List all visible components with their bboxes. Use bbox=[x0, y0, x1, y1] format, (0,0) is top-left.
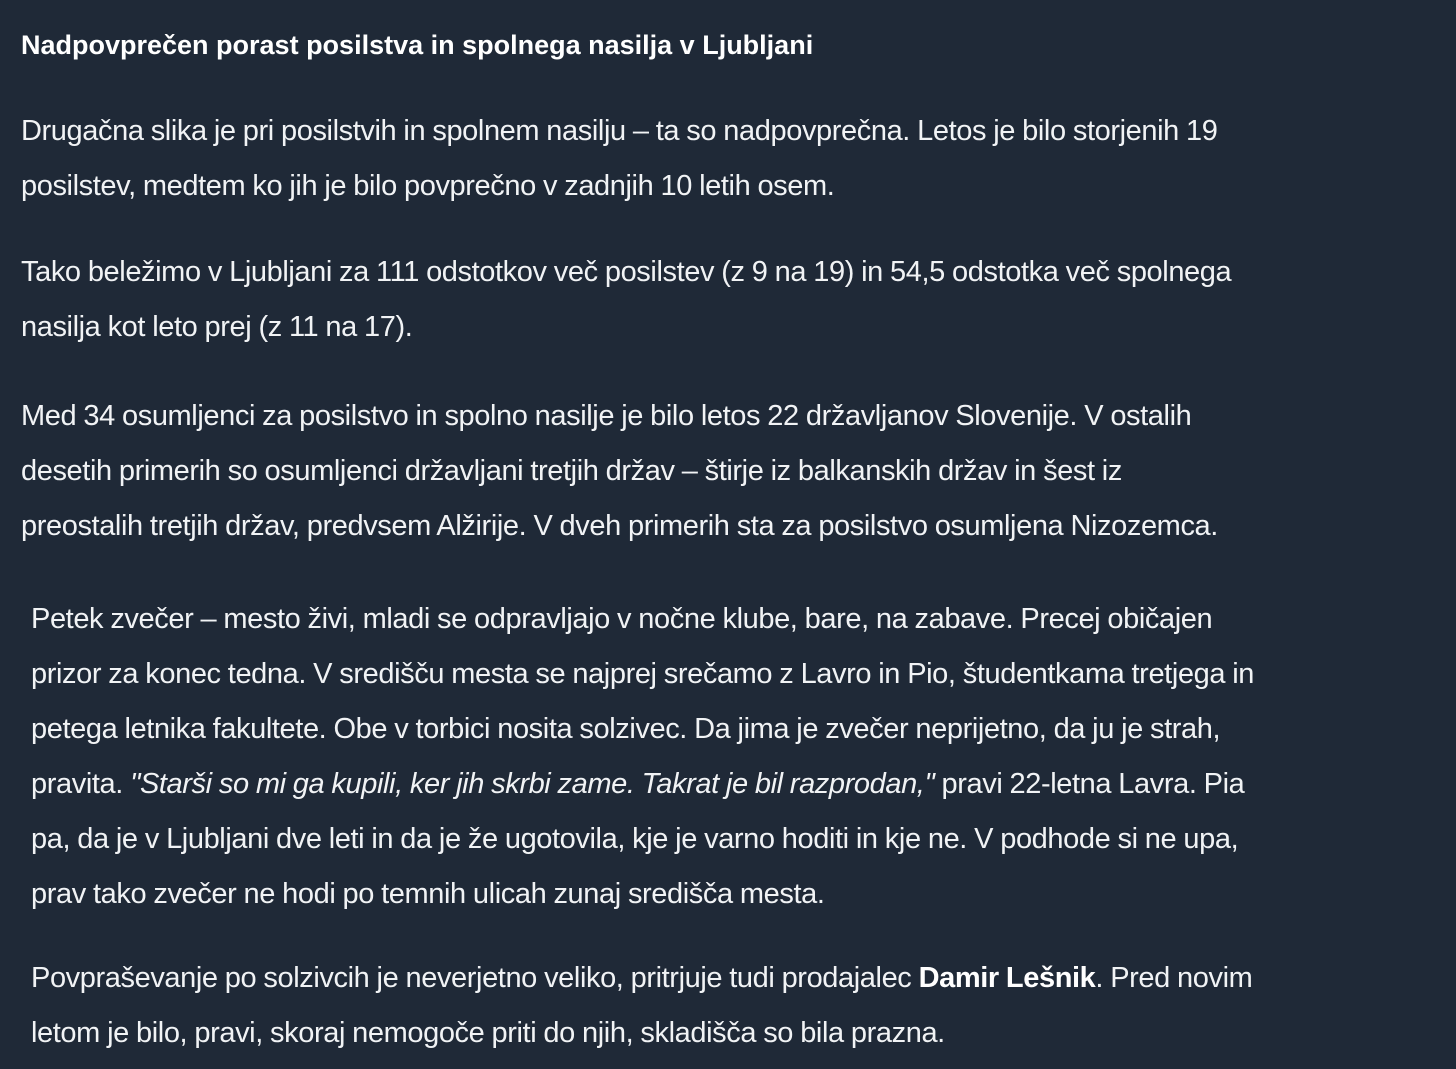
paragraph-line: petega letnika fakultete. Obe v torbici nosita solzivec. Da jima je zvečer neprijetno, da ju je strah, bbox=[31, 713, 1221, 745]
paragraph-line-with-name bbox=[31, 951, 1252, 1006]
quote-lead-in: pravita. bbox=[31, 768, 131, 800]
paragraph-line: Drugačna slika je pri posilstvih in spolnem nasilju – ta so nadpovprečna. Letos je bilo storjenih 19 bbox=[21, 115, 1218, 147]
paragraph-line: posilstev, medtem ko jih je bilo povprečno v zadnjih 10 letih osem. bbox=[21, 170, 835, 202]
paragraph-line: Petek zvečer – mesto živi, mladi se odpravljajo v nočne klube, bare, na zabave. Precej običajen bbox=[31, 603, 1213, 635]
seller-name: Damir Lešnik bbox=[918, 962, 1096, 994]
article-heading: Nadpovprečen porast posilstva in spolnega nasilja v Ljubljani bbox=[21, 30, 814, 60]
paragraph-friday-evening bbox=[31, 592, 1254, 922]
paragraph-line: Tako beležimo v Ljubljani za 111 odstotkov več posilstev (z 9 na 19) in 54,5 odstotka več spolnega bbox=[21, 256, 1232, 288]
paragraph-line: desetih primerih so osumljenci državljani tretjih držav – štirje iz balkanskih držav in šest iz bbox=[21, 455, 1122, 487]
paragraph-rape-statistics bbox=[21, 104, 1217, 214]
seller-line-end: . Pred novim bbox=[1095, 962, 1253, 994]
paragraph-pepper-spray-demand bbox=[31, 951, 1252, 1061]
paragraph-line: pa, da je v Ljubljani dve leti in da je že ugotovila, kje je varno hoditi in kje ne. V podhode si ne upa, bbox=[31, 823, 1239, 855]
paragraph-line: nasilja kot leto prej (z 11 na 17). bbox=[21, 311, 413, 343]
paragraph-line: prav tako zvečer ne hodi po temnih ulicah zunaj središča mesta. bbox=[31, 878, 825, 910]
paragraph-line: preostalih tretjih držav, predvsem Alžirije. V dveh primerih sta za posilstvo osumljena Nizozemca. bbox=[21, 510, 1218, 542]
lavra-quote: "Starši so mi ga kupili, ker jih skrbi zame. Takrat je bil razprodan," bbox=[130, 768, 935, 800]
paragraph-line: prizor za konec tedna. V središču mesta se najprej srečamo z Lavro in Pio, študentkama tretjega in bbox=[31, 658, 1254, 690]
quote-attribution: pravi 22-letna Lavra. Pia bbox=[934, 768, 1245, 800]
paragraph-suspects bbox=[21, 389, 1218, 554]
paragraph-line-with-quote bbox=[31, 757, 1254, 812]
paragraph-line: Med 34 osumljenci za posilstvo in spolno nasilje je bilo letos 22 državljanov Slovenije. V ostalih bbox=[21, 400, 1192, 432]
seller-lead-in: Povpraševanje po solzivcih je neverjetno veliko, pritrjuje tudi prodajalec bbox=[31, 962, 919, 994]
paragraph-line: letom je bilo, pravi, skoraj nemogoče priti do njih, skladišča so bila prazna. bbox=[31, 1017, 945, 1049]
paragraph-percent-increase bbox=[21, 245, 1231, 355]
